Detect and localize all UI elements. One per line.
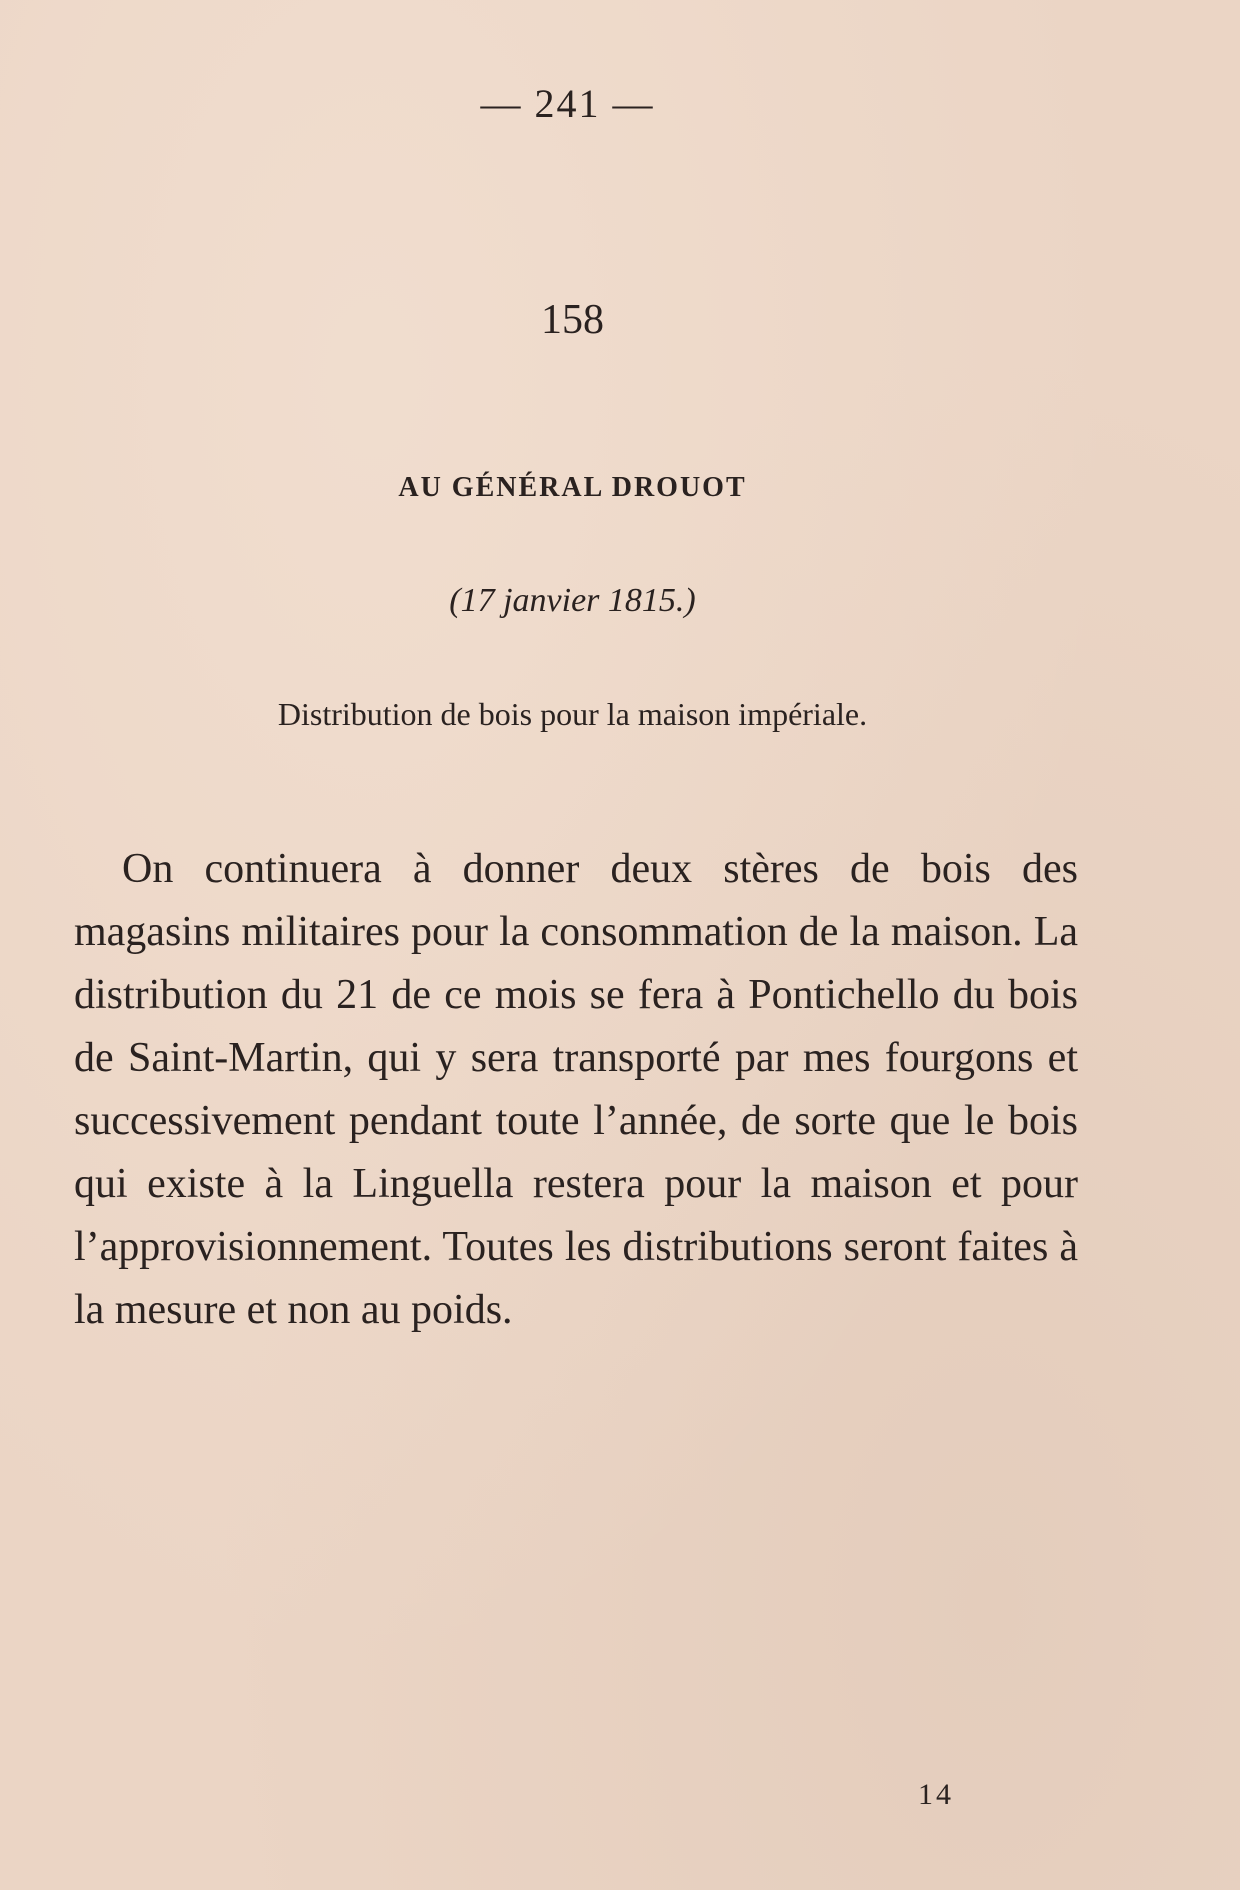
page-number: — 241 — xyxy=(480,81,655,126)
letter-summary: Distribution de bois pour la maison impériale. xyxy=(277,696,868,732)
letter-body: On continuera à donner deux stères de bois des magasins militaires pour la consommation de la maison. La distribution du 21 de ce mois se fera à Pontichello du bois de Saint-Martin, qui y sera transporté par mes fourgons et successivement pendant toute l’année, de sorte que le bois qui existe à la Linguella restera pour la maison et pour l’approvisionnement. Toutes les distributions seront faites à la mesure et non au poids. xyxy=(74,846,1078,1333)
letter-date: (17 janvier 1815.) xyxy=(449,582,696,619)
letter-number: 158 xyxy=(541,297,604,343)
signature-mark: 14 xyxy=(918,1778,954,1811)
addressee-heading: AU GÉNÉRAL DROUOT xyxy=(398,472,747,503)
